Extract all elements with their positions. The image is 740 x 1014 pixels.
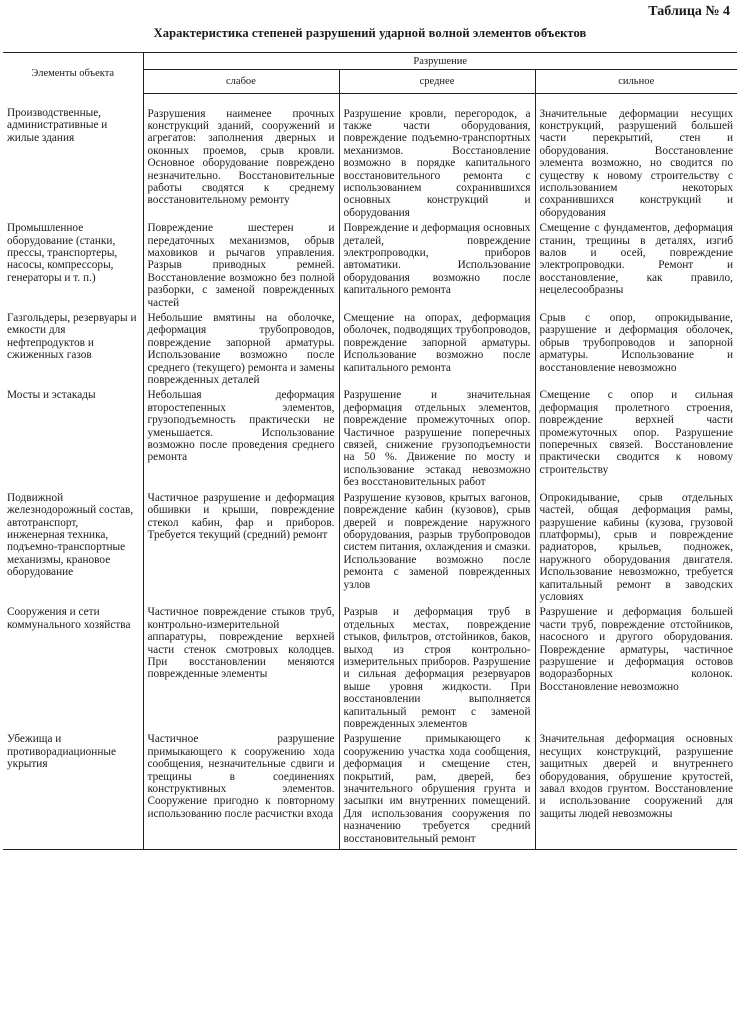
medium-cell: Смещение на опорах, деформация оболочек, подводящих трубопроводов, повреждение запорной арматуры. Использование возможно после капитального ремонта	[339, 309, 535, 386]
strong-cell: Смещение с опор и сильная деформация пролетного строения, повреждение верхней части промежуточных опор. Разрушение поперечных связей. Восстановление практически сводится к новому строительству	[535, 386, 737, 488]
weak-cell: Частичное разрушение и деформация обшивки и крыши, повреждение стекол кабин, фар и приборов. Требуется текущий (средний) ремонт	[143, 489, 339, 604]
header-destruction: Разрушение	[143, 53, 737, 70]
table-row	[3, 219, 737, 309]
medium-cell: Разрушение кузовов, крытых вагонов, повреждение кабин (кузовов), срыв дверей и повреждение наружного оборудования, разрыв трубопроводов систем питания, охлаждения и смазки. Использование возможно после ремонта с заменой поврежденных узлов	[339, 489, 535, 604]
destruction-table	[3, 52, 737, 850]
element-cell: Убежища и противорадиационные укрытия	[3, 730, 143, 849]
medium-cell: Повреждение и деформация основных деталей, повреждение электропроводки, приборов автоматики. Использование оборудования возможно после капитального ремонта	[339, 219, 535, 309]
strong-cell: Значительная деформация основных несущих конструкций, разрушение защитных дверей и внутреннего оборудования, обрушение крутостей, завал входов грунтом. Восстановление и использование сооружений для защиты людей невозможны	[535, 730, 737, 849]
element-cell: Промышленное оборудование (станки, прессы, транспортеры, насосы, компрессоры, генераторы и т. п.)	[7, 222, 118, 284]
weak-cell: Небольшие вмятины на оболочке, деформация трубопроводов, повреждение запорной арматуры. Использование возможно после среднего (текущего) ремонта и замены поврежденных деталей	[143, 309, 339, 386]
header-elements: Элементы объекта	[3, 53, 143, 94]
strong-cell: Разрушение и деформация большей части труб, повреждение отстойников, насосного и другого оборудования. Повреждение арматуры, частичное разрушение и деформация остовов водоразборных колонок. Восстановление невозможно	[535, 603, 737, 730]
header-weak: слабое	[143, 70, 339, 93]
table-caption: Характеристика степеней разрушений ударной волной элементов объектов	[153, 26, 587, 40]
strong-cell: Опрокидывание, срыв отдельных частей, общая деформация рамы, разрушение кабины (кузова, грузовой платформы), срыв и повреждение радиаторов, крыльев, подножек, наружного оборудования двигателя. Использование невозможно, требуется капитальный ремонт в заводских условиях	[535, 489, 737, 604]
element-cell: Подвижной железнодорожный состав, автотранспорт, инженерная техника, подъемно-транспортные механизмы, крановое оборудование	[7, 491, 134, 579]
table-number: Таблица № 4	[648, 4, 730, 19]
table-row	[3, 93, 737, 219]
medium-cell: Разрушение примыкающего к сооружению участка хода сообщения, деформация и смещение стен, покрытий, рам, дверей, без значительного обрушения грунта и засыпки им внутренних помещений. Для использования сооружения по назначению требуется средний восстановительный ремонт	[339, 730, 535, 849]
element-cell: Газгольдеры, резервуары и емкости для нефтепродуктов и сжиженных газов	[7, 312, 137, 362]
header-strong: сильное	[535, 70, 737, 93]
medium-cell: Разрыв и деформация труб в отдельных местах, повреждение стыков, фильтров, отстойников, баков, выход из строя контрольно-измерительных приборов. Разрушение и сильная деформация резервуаров выше уровня жидкости. При восстановлении выполняется капитальный ремонт с заменой поврежденных элементов	[339, 603, 535, 730]
medium-cell: Разрушение кровли, перегородок, а также части оборудования, повреждение подъемно-транспортных механизмов. Восстановление возможно в порядке капитального восстановительного ремонта с использованием сохранившихся основных конструкций и оборудования	[339, 93, 535, 219]
weak-cell: Частичное повреждение стыков труб, контрольно-измерительной аппаратуры, повреждение верхней части стенок смотровых колодцев. При восстановлении меняются поврежденные элементы	[143, 603, 339, 730]
strong-cell: Смещение с фундаментов, деформация станин, трещины в деталях, изгиб валов и осей, повреждение электропроводки. Ремонт и восстановление, как правило, нецелесообразны	[535, 219, 737, 309]
weak-cell: Повреждение шестерен и передаточных механизмов, обрыв маховиков и рычагов управления. Разрыв приводных ремней. Восстановление возможно без полной разборки, с заменой поврежденных частей	[143, 219, 339, 309]
table-row	[3, 386, 737, 488]
table-row	[3, 489, 737, 604]
strong-cell: Значительные деформации несущих конструкций, разрушений большей части перекрытий, стен и оборудования. Восстановление элемента возможно, но сводится по существу к новому строительству с использованием некоторых сохранившихся конструкций и оборудования	[535, 93, 737, 219]
element-cell: Производственные, административные и жилые здания	[7, 107, 108, 144]
element-cell: Мосты и эстакады	[7, 389, 96, 402]
weak-cell: Небольшая деформация второстепенных элементов, грузоподъемность практически не уменьшается. Использование возможно после проведения среднего ремонта	[143, 386, 339, 488]
medium-cell: Разрушение и значительная деформация отдельных элементов, повреждение промежуточных опор. Частичное разрушение поперечных связей, снижение грузоподъемности на 50 %. Движение по мосту и использование эстакад невозможно без восстановительных работ	[339, 386, 535, 488]
element-cell: Сооружения и сети коммунального хозяйства	[7, 606, 131, 631]
table-row	[3, 603, 737, 730]
weak-cell: Разрушения наименее прочных конструкций зданий, сооружений и агрегатов: заполнения дверных и оконных проемов, срыв кровли. Основное оборудование повреждено незначительно. Восстановительные работы сводятся к среднему восстановительному ремонту	[143, 93, 339, 219]
header-medium: среднее	[339, 70, 535, 93]
table-row	[3, 309, 737, 386]
table-row	[3, 730, 737, 849]
strong-cell: Срыв с опор, опрокидывание, разрушение и деформация оболочек, обрыв трубопроводов и запорной арматуры. Использование и восстановление невозможно	[535, 309, 737, 386]
weak-cell: Частичное разрушение примыкающего к сооружению хода сообщения, незначительные сдвиги и трещины в соединениях конструктивных элементов. Сооружение пригодно к повторному использованию после расчистки входа	[143, 730, 339, 849]
